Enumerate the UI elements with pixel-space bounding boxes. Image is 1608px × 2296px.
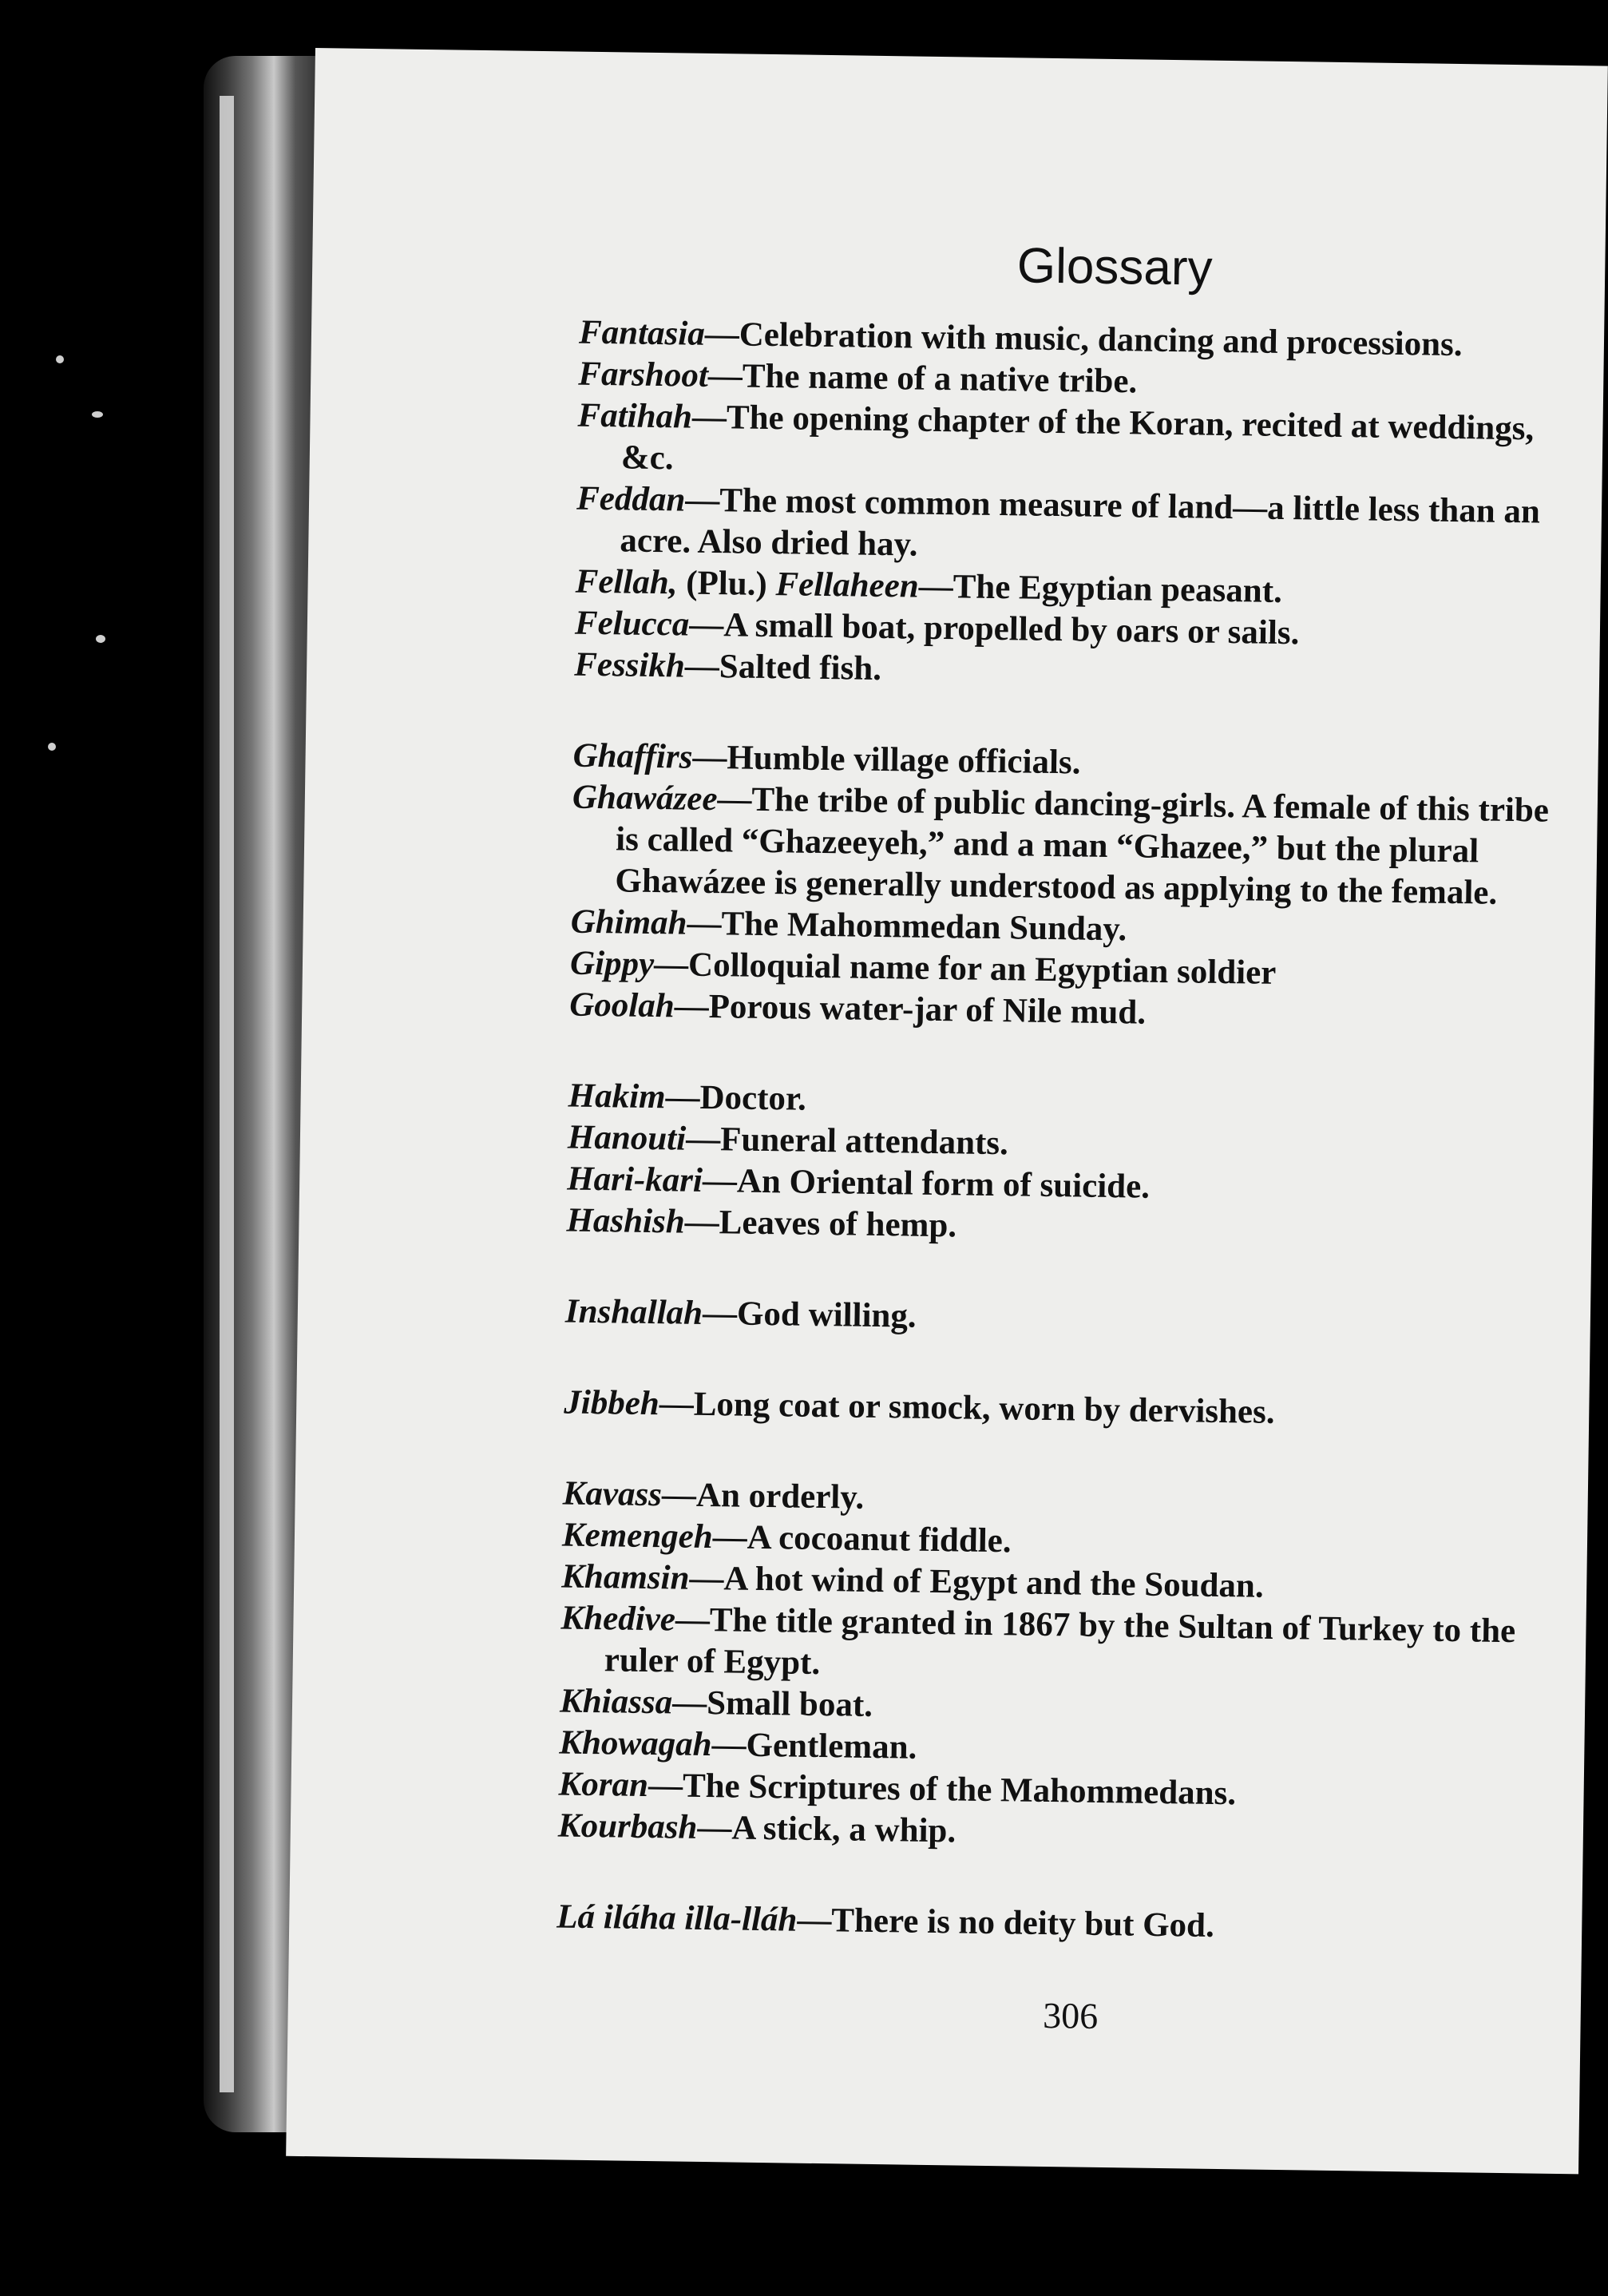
dust-speck	[56, 355, 64, 363]
entry-term: Hanouti	[567, 1118, 687, 1158]
entry-definition: (Plu.)	[677, 564, 776, 604]
entry-term: Fessikh	[573, 645, 686, 685]
entry-term: Ghaffirs	[572, 736, 693, 776]
glossary-entry	[576, 478, 1558, 575]
entry-definition: —A stick, a whip.	[697, 1808, 956, 1850]
entry-definition: —Funeral attendants.	[685, 1120, 1009, 1163]
entry-definition: —An Oriental form of suicide.	[702, 1161, 1151, 1206]
entry-term: Lá iláha illa-lláh	[556, 1897, 798, 1939]
book-page	[286, 48, 1608, 2174]
entry-term: Goolah	[568, 985, 675, 1025]
entry-term: Kourbash	[557, 1806, 698, 1846]
entry-term: Gippy	[569, 944, 655, 984]
entry-definition: —Salted fish.	[684, 647, 882, 688]
entry-term: Khedive	[560, 1599, 676, 1639]
entry-definition: —The tribe of public dancing-girls. A female of this tribe is called “Ghazeeyeh,” and a man “Ghazee,” but the plural Ghawázee is generally understood as applying to the female.	[615, 780, 1550, 912]
entry-definition: —Long coat or smock, worn by dervishes.	[659, 1385, 1275, 1431]
entry-definition: —A small boat, propelled by oars or sails.	[688, 605, 1300, 652]
glossary-entry	[577, 395, 1560, 492]
entry-term: Koran	[558, 1765, 649, 1805]
entry-definition: —Doctor.	[665, 1078, 807, 1118]
entry-term: Khowagah	[559, 1723, 712, 1764]
dust-speck	[96, 635, 105, 643]
entry-definition: —Porous water-jar of Nile mud.	[674, 987, 1147, 1032]
entry-term: Fantasia	[578, 313, 706, 353]
entry-term: Ghawázee	[572, 778, 718, 819]
entry-definition: —The Scriptures of the Mahommedans.	[648, 1767, 1237, 1813]
entry-term: Fellah,	[575, 562, 678, 602]
entry-definition: —Small boat.	[671, 1683, 873, 1724]
page-title: Glossary	[1016, 238, 1214, 296]
entry-definition: —Colloquial name for an Egyptian soldier	[653, 946, 1277, 992]
entry-term: Felucca	[574, 604, 690, 644]
entry-term: Jibbeh	[564, 1383, 660, 1423]
entry-definition: —A cocoanut fiddle.	[712, 1518, 1012, 1560]
entry-term: Fellaheen	[775, 565, 920, 605]
page-number: 306	[1042, 1994, 1099, 2036]
entry-definition: —Celebration with music, dancing and processions.	[704, 315, 1463, 364]
dust-speck	[92, 411, 103, 418]
entry-definition: —The name of a native tribe.	[707, 356, 1138, 401]
entry-definition: —Humble village officials.	[692, 738, 1081, 782]
entry-definition: —Gentleman.	[711, 1726, 917, 1767]
entry-term: Feddan	[576, 479, 686, 519]
glossary-entry	[571, 777, 1555, 915]
dust-speck	[48, 743, 56, 751]
entry-term: Fatihah	[577, 396, 693, 436]
entry-group	[574, 312, 1561, 700]
entry-group	[558, 1473, 1545, 1861]
glossary-content	[555, 232, 1562, 2044]
entry-definition: —An orderly.	[661, 1476, 865, 1517]
entry-definition: —The opening chapter of the Koran, recited at weddings, &c.	[620, 398, 1535, 478]
entry-group	[566, 1076, 1551, 1255]
entry-term: Hashish	[566, 1201, 686, 1241]
entry-term: Hari-kari	[566, 1160, 703, 1200]
entry-term: Ghimah	[570, 902, 687, 942]
glossary-entry	[564, 1382, 1547, 1437]
glossary-entry	[565, 1291, 1548, 1346]
entry-term: Inshallah	[564, 1292, 703, 1332]
spine-edge	[220, 96, 234, 2092]
entry-definition: —The most common measure of land—a little less than an acre. Also dried hay.	[620, 481, 1541, 564]
entry-definition: —The title granted in 1867 by the Sultan of Turkey to the ruler of Egypt.	[604, 1600, 1516, 1683]
entry-term: Hakim	[568, 1077, 666, 1116]
entry-term: Khamsin	[560, 1557, 690, 1597]
entry-term: Kavass	[562, 1474, 663, 1514]
entry-term: Khiassa	[559, 1682, 673, 1722]
entry-definition: —There is no deity but God.	[797, 1901, 1215, 1945]
entry-definition: —God willing.	[702, 1294, 917, 1335]
entry-group	[556, 1896, 1539, 1951]
glossary-entry	[556, 1896, 1539, 1951]
entry-definition: —The Egyptian peasant.	[918, 567, 1283, 610]
entry-definition: —Leaves of hemp.	[684, 1203, 957, 1245]
entry-term: Kemengeh	[561, 1516, 714, 1556]
entry-definition: —The Mahommedan Sunday.	[687, 904, 1127, 949]
entry-group	[569, 736, 1555, 1040]
glossary-entry	[560, 1597, 1543, 1694]
entry-group	[565, 1291, 1548, 1346]
glossary-entries	[556, 312, 1561, 1952]
entry-definition: —A hot wind of Egypt and the Soudan.	[689, 1559, 1264, 1605]
entry-group	[564, 1382, 1547, 1437]
entry-term: Farshoot	[578, 355, 709, 395]
